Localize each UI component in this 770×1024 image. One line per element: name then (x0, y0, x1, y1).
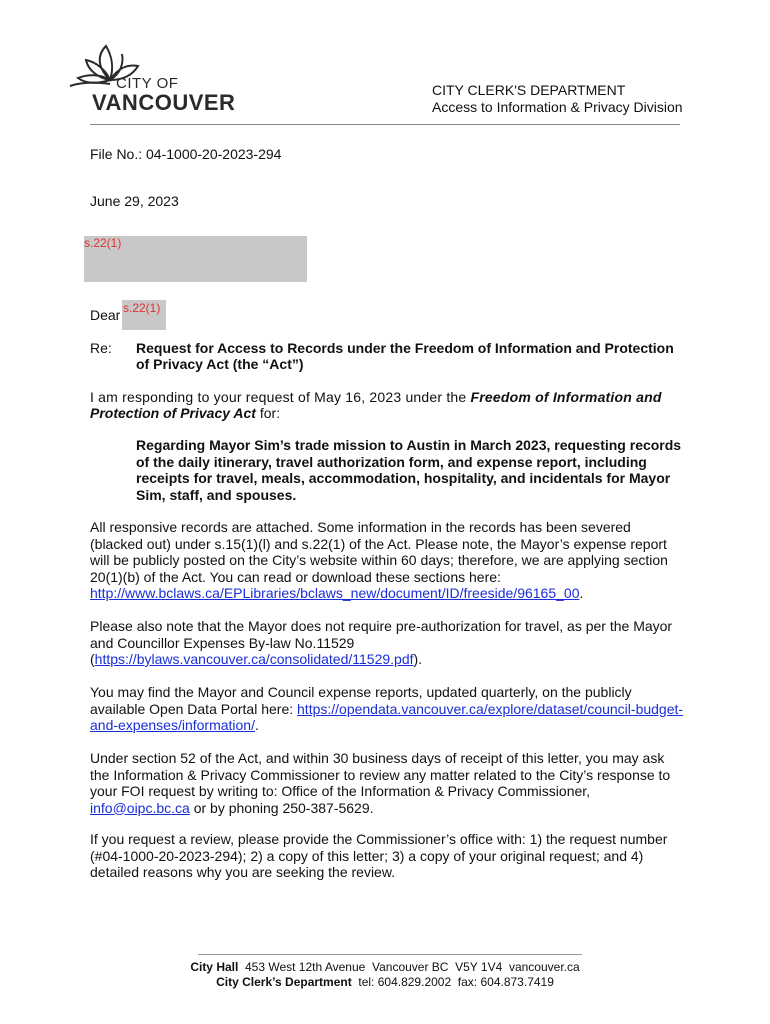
act-name-part2: Protection of Privacy Act (90, 405, 256, 421)
intro-line-1 (90, 389, 680, 406)
paragraph-line: You may find the Mayor and Council expense reports, updated quarterly, on the publicly (90, 684, 632, 700)
paragraph-line: or by phoning 250-387-5629. (189, 799, 374, 816)
paragraph-line: will be publicly posted on the City’s website within 60 days; therefore, we are applying section (90, 552, 668, 568)
intro-for: for: (255, 405, 281, 421)
department-header (432, 82, 683, 116)
act-name-part1: Freedom of Information and (470, 389, 662, 405)
paragraph-line: (#04-1000-20-2023-294); 2) a copy of this letter; 3) a copy of your original request; and 4) (90, 847, 644, 864)
footer (90, 960, 680, 990)
salutation-dear: Dear (90, 307, 121, 323)
paragraph-line: 20(1)(b) of the Act. You can read or download these sections here: (90, 568, 501, 585)
paragraph-line: detailed reasons why you are seeking the review. (90, 864, 396, 880)
footer-city-hall: City Hall (190, 960, 239, 974)
paragraph-line: and Councillor Expenses By-law No.11529 (90, 634, 355, 651)
paragraph-line: If you request a review, please provide the Commissioner’s office with: 1) the request number (90, 831, 668, 847)
header-divider (90, 124, 680, 125)
footer-address: 453 West 12th Avenue Vancouver BC V5Y 1V4 vancouver.ca (238, 960, 580, 974)
footer-divider (198, 954, 582, 955)
file-number: File No.: 04-1000-20-2023-294 (90, 146, 282, 162)
paren-open: ( (90, 651, 95, 667)
request-line: Regarding Mayor Sim’s trade mission to Austin in March 2023, requesting records (136, 437, 682, 453)
paragraph-preauth (90, 618, 672, 668)
paragraph-line: All responsive records are attached. Some information in the records has been severed (90, 519, 631, 535)
paren-close: ). (413, 651, 423, 667)
department-name: CITY CLERK'S DEPARTMENT (432, 82, 626, 98)
bylaw-link[interactable]: https://bylaws.vancouver.ca/consolidated/11529.pdf (94, 651, 414, 667)
link-period: . (579, 585, 584, 601)
logo-city-of: CITY OF (116, 75, 179, 92)
division-name: Access to Information & Privacy Division (432, 99, 683, 115)
name-redaction-label: s.22(1) (123, 301, 161, 315)
paragraph-line: the Information & Privacy Commissioner to review any matter related to the City’s response to (90, 766, 671, 783)
paragraph-line: available Open Data Portal here: (90, 700, 298, 717)
paragraph-line: your FOI request by writing to: Office of the Information & Privacy Commissioner, (90, 783, 591, 799)
paragraph-review-request (90, 831, 667, 881)
subject-line-2: of Privacy Act (the “Act”) (136, 356, 304, 372)
paragraph-line: (blacked out) under s.15(1)(l) and s.22(1) of the Act. Please note, the Mayor’s expense report (90, 535, 667, 552)
subject-line-1: Request for Access to Records under the Freedom of Information and Protection (136, 340, 674, 356)
footer-department: City Clerk’s Department (216, 975, 352, 989)
oipc-email-link[interactable]: info@oipc.bc.ca (90, 799, 190, 816)
request-line: of the daily itinerary, travel authorization form, and expense report, including (136, 453, 647, 470)
paragraph-open-data (90, 684, 683, 734)
link-period: . (255, 717, 259, 733)
letter-date: June 29, 2023 (90, 193, 179, 209)
logo-vancouver: VANCOUVER (92, 90, 236, 115)
open-data-link[interactable]: https://opendata.vancouver.ca/explore/dataset/council-budget- (297, 700, 684, 717)
open-data-link-continued[interactable]: and-expenses/information/ (90, 717, 255, 733)
request-quote (136, 437, 681, 503)
bclaws-link[interactable]: http://www.bclaws.ca/EPLibraries/bclaws_new/document/ID/freeside/96165_00 (90, 585, 580, 601)
footer-contact: tel: 604.829.2002 fax: 604.873.7419 (351, 975, 554, 989)
address-redaction-label: s.22(1) (84, 236, 122, 250)
paragraph-review-rights (90, 750, 670, 816)
intro-line-2 (90, 405, 280, 422)
paragraph-line: Please also note that the Mayor does not require pre-authorization for travel, as per the Mayor (90, 618, 673, 634)
re-label: Re: (90, 340, 112, 356)
request-line: receipts for travel, meals, accommodation, hospitality, and incidentals for Mayor (136, 470, 671, 486)
paragraph-line: Under section 52 of the Act, and within 30 business days of receipt of this letter, you may ask (90, 750, 665, 766)
intro-text: I am responding to your request of May 16, 2023 under the (90, 389, 471, 405)
request-line: Sim, staff, and spouses. (136, 486, 297, 503)
paragraph-records (90, 519, 668, 602)
city-logo (66, 44, 266, 120)
